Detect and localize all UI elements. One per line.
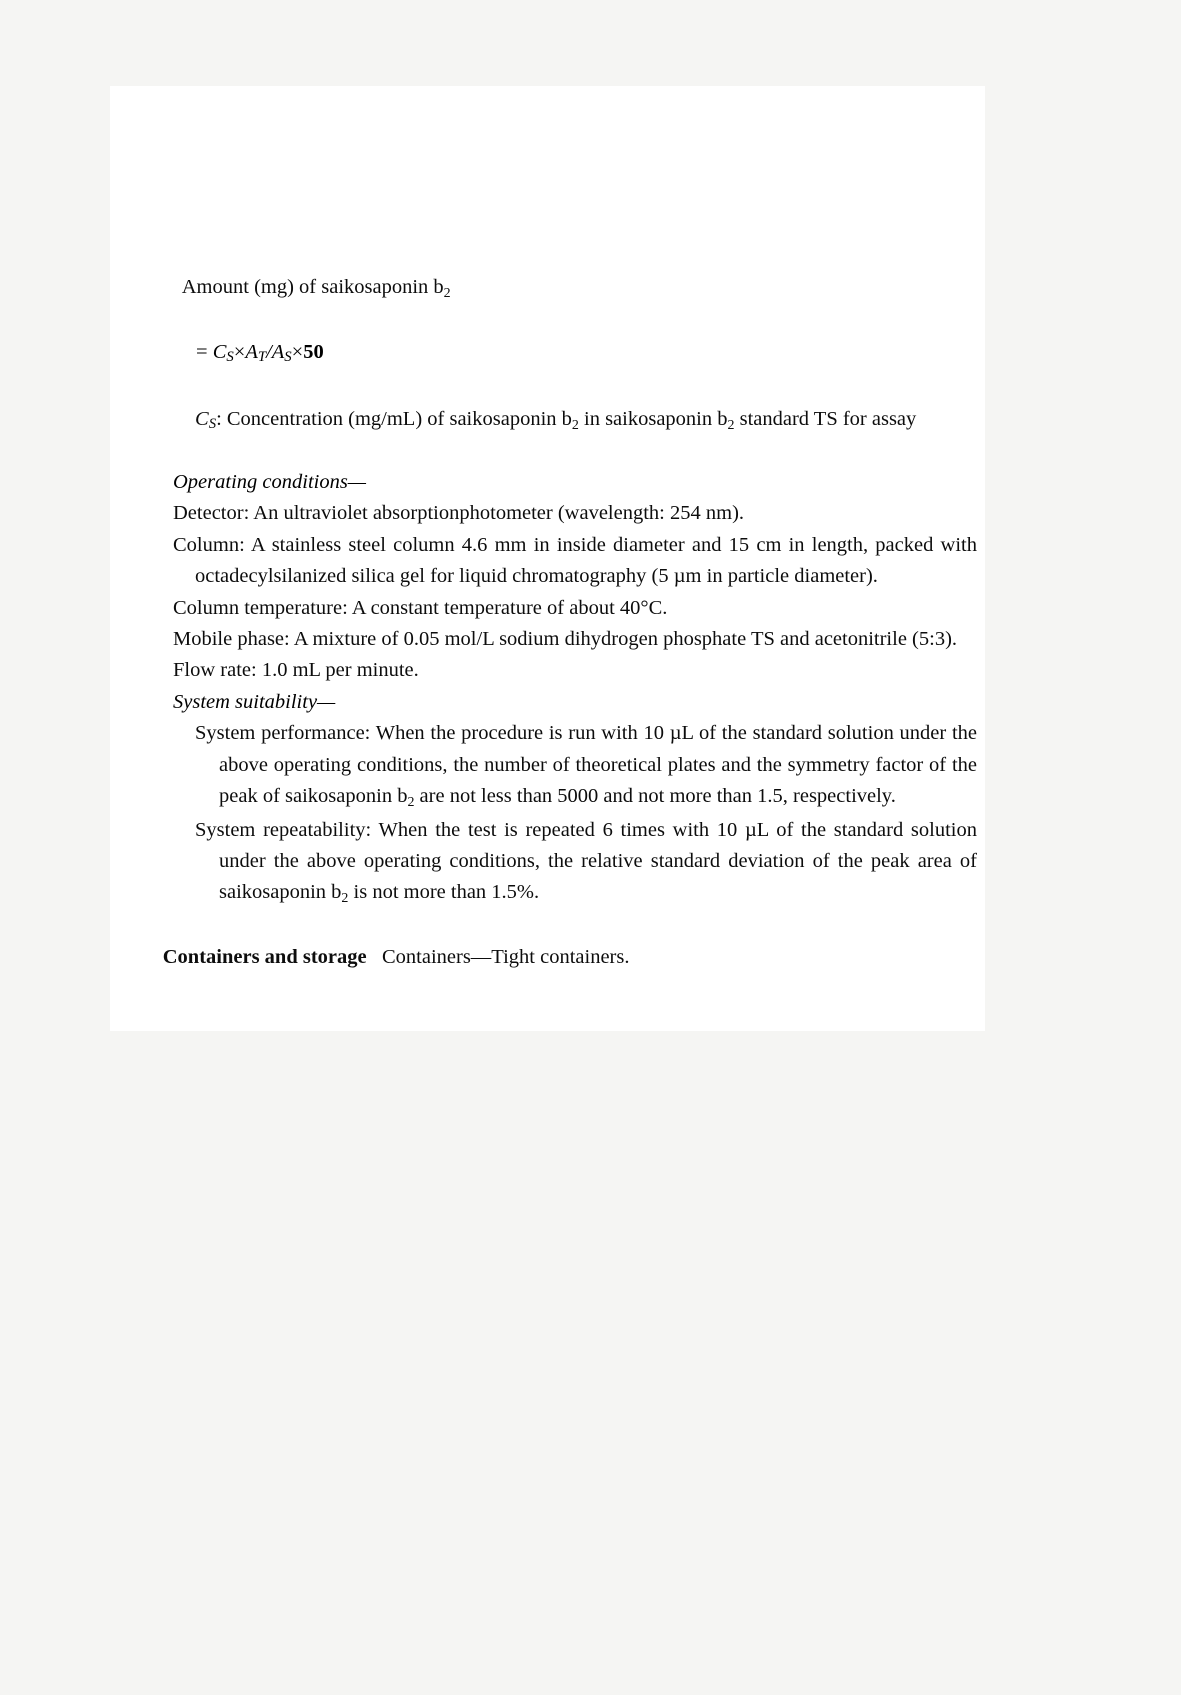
- column-text: : A stainless steel column 4.6 mm in inside diameter and 15 cm in length, packed with octadecylsilanized silica gel for liquid chromatography (5 µm in particle diameter).: [195, 533, 977, 588]
- system-performance-text-b: are not less than 5000 and not more than 1.5, respectively.: [414, 785, 896, 808]
- formula-a-t-sub: T: [257, 349, 267, 366]
- operating-conditions-heading: Operating conditions—: [173, 471, 367, 494]
- system-performance-text-a: : When the procedure is run with 10 µL of the standard solution under the above operating conditions, the number of theoretical plates and the symmetry factor of the peak of saikosaponin b: [219, 722, 977, 808]
- formula-as-symbol: [271, 341, 292, 366]
- flow-rate-text: : 1.0 mL per minute.: [251, 659, 419, 682]
- spacer-after-definition: [151, 437, 977, 467]
- assay-formula-title-subscript: 2: [443, 286, 451, 302]
- cs-definition-text-b: in saikosaponin b: [578, 407, 728, 430]
- containers-and-storage-heading: Containers and storage: [162, 946, 367, 969]
- cs-definition-c-sub: S: [208, 415, 217, 432]
- system-repeatability-text-a: : When the test is repeated 6 times with 10 µL of the standard solution under the above operating conditions, the relative standard deviation of the peak area of saikosaponin b: [219, 818, 977, 904]
- containers-and-storage-text: Containers—Tight containers.: [381, 946, 630, 969]
- cs-definition-symbol: [195, 408, 216, 430]
- mobile-phase-text: : A mixture of 0.05 mol/L sodium dihydrogen phosphate TS and acetonitrile (5:3).: [284, 628, 958, 651]
- formula-at-symbol: [245, 341, 267, 366]
- cs-definition: [151, 404, 977, 437]
- detector-text: : An ultraviolet absorptionphotometer (wavelength: 254 nm).: [243, 502, 745, 525]
- assay-formula-expression: [196, 337, 977, 370]
- operating-condition-column-temperature: [151, 593, 977, 624]
- document-page: [110, 86, 985, 1031]
- formula-equals: =: [196, 341, 208, 364]
- cs-definition-c: C: [195, 407, 209, 430]
- cs-definition-sub-b: 2: [727, 417, 735, 433]
- system-repeatability-subscript: 2: [341, 891, 349, 907]
- containers-and-storage: [132, 911, 977, 1005]
- formula-c: C: [212, 341, 227, 364]
- formula-a-s-sub: S: [284, 349, 292, 366]
- operating-condition-flow-rate: [151, 655, 977, 686]
- system-repeatability-label: System repeatability: [195, 818, 366, 841]
- column-temperature-text: : A constant temperature of about 40°C.: [342, 596, 668, 619]
- operating-condition-detector: [151, 498, 977, 529]
- column-label: Column: [173, 533, 240, 556]
- spacer-after-formula: [151, 371, 977, 404]
- system-suitability-heading: System suitability—: [173, 690, 336, 713]
- formula-a-s: A: [271, 341, 285, 364]
- formula-multiply-1: ×: [233, 341, 246, 364]
- formula-cs-symbol: [212, 341, 234, 366]
- cs-definition-text-c: standard TS for assay: [734, 407, 917, 430]
- formula-slash: /: [266, 341, 272, 364]
- system-performance-subscript: 2: [407, 794, 415, 810]
- system-repeatability-text-b: is not more than 1.5%.: [348, 881, 540, 904]
- cs-definition-text-a: : Concentration (mg/mL) of saikosaponin b: [216, 407, 572, 430]
- operating-condition-column: [151, 530, 977, 593]
- column-temperature-label: Column temperature: [173, 596, 343, 619]
- formula-multiply-2: ×: [291, 341, 304, 364]
- page-content: [151, 241, 977, 1005]
- detector-label: Detector: [173, 502, 244, 525]
- assay-formula-title: [151, 241, 977, 337]
- system-performance-label: System performance: [195, 722, 365, 745]
- flow-rate-label: Flow rate: [173, 659, 251, 682]
- system-performance: [151, 718, 977, 814]
- containers-and-storage-spacer: [367, 946, 382, 968]
- cs-definition-sub-a: 2: [571, 417, 579, 433]
- formula-a-t: A: [245, 341, 258, 364]
- operating-condition-mobile-phase: [151, 624, 977, 655]
- formula-factor: 50: [303, 341, 324, 364]
- system-repeatability: [151, 815, 977, 911]
- mobile-phase-label: Mobile phase: [173, 628, 285, 651]
- formula-c-sub: S: [226, 349, 234, 366]
- assay-formula-title-text: Amount (mg) of saikosaponin b: [181, 276, 444, 299]
